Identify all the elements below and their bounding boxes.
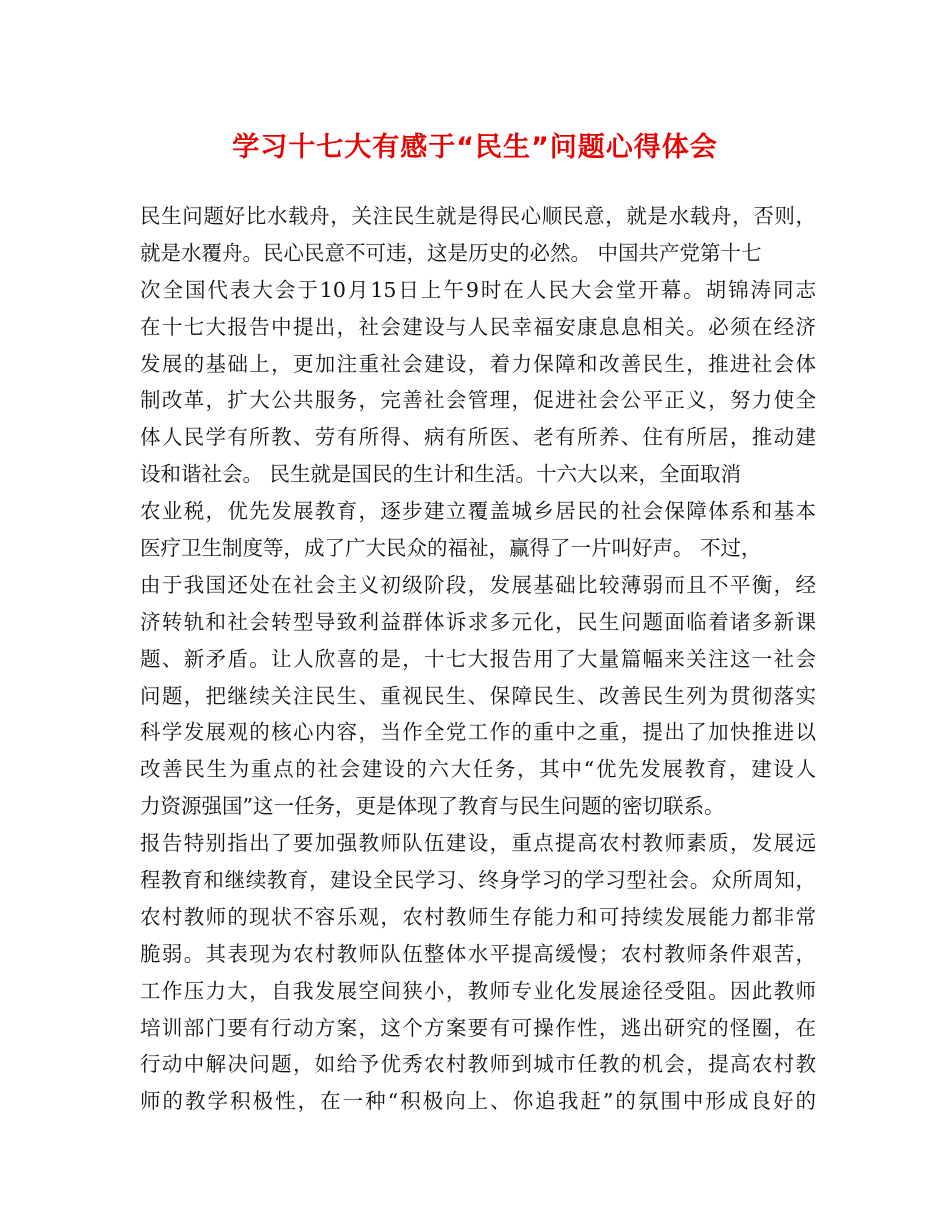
body-text-line: 力资源强国”这一任务，更是体现了教育与民生问题的密切联系。 [140,794,725,819]
body-text-line: 培训部门要有行动方案，这个方案要有可操作性，逃出研究的怪圈，在 [140,1015,816,1040]
body-text-line: 师的教学积极性，在一种“积极向上、你追我赶”的氛围中形成良好的 [140,1089,816,1114]
body-text-line: 医疗卫生制度等，成了广大民众的福祉，赢得了一片叫好声。 不过， [140,536,762,561]
body-text-line: 发展的基础上，更加注重社会建设，着力保障和改善民生，推进社会体 [140,351,816,376]
body-text-line: 脆弱。其表现为农村教师队伍整体水平提高缓慢；农村教师条件艰苦， [140,941,816,966]
body-text-line: 体人民学有所教、劳有所得、病有所医、老有所养、住有所居，推动建 [140,425,816,450]
body-text-line: 次全国代表大会于10月15日上午9时在人民大会堂开幕。胡锦涛同志 [140,277,816,302]
body-text-line: 设和谐社会。 民生就是国民的生计和生活。十六大以来，全面取消 [140,462,742,487]
body-text-line: 民生问题好比水载舟，关注民生就是得民心顺民意，就是水载舟，否则， [140,204,816,228]
body-text-line: 农业税，优先发展教育，逐步建立覆盖城乡居民的社会保障体系和基本 [140,499,816,524]
document-title: 学习十七大有感于“民生”问题心得体会 [232,132,718,163]
body-text-line: 程教育和继续教育，建设全民学习、终身学习的学习型社会。众所周知， [140,868,816,893]
body-text-line: 报告特别指出了要加强教师队伍建设，重点提高农村教师素质，发展远 [140,831,816,856]
body-text-line: 在十七大报告中提出，社会建设与人民幸福安康息息相关。必须在经济 [140,314,816,339]
body-text-line: 农村教师的现状不容乐观，农村教师生存能力和可持续发展能力都非常 [140,904,816,929]
body-text-line: 改善民生为重点的社会建设的六大任务，其中“优先发展教育，建设人 [140,757,816,782]
body-text-line: 行动中解决问题，如给予优秀农村教师到城市任教的机会，提高农村教 [140,1052,816,1077]
body-text-line: 问题，把继续关注民生、重视民生、保障民生、改善民生列为贯彻落实 [140,683,816,708]
body-text-line: 制改革，扩大公共服务，完善社会管理，促进社会公平正义，努力使全 [140,388,816,413]
body-text-line: 由于我国还处在社会主义初级阶段，发展基础比较薄弱而且不平衡，经 [140,572,816,597]
body-text-line: 科学发展观的核心内容，当作全党工作的重中之重，提出了加快推进以 [140,720,816,745]
body-text-line: 就是水覆舟。民心民意不可违，这是历史的必然。 中国共产党第十七 [140,240,762,265]
body-text-line: 工作压力大，自我发展空间狭小，教师专业化发展途径受阻。因此教师 [140,978,816,1003]
body-text-line: 济转轨和社会转型导致利益群体诉求多元化，民生问题面临着诸多新课 [140,609,816,634]
body-text-line: 题、新矛盾。让人欣喜的是，十七大报告用了大量篇幅来关注这一社会 [140,646,816,671]
document-body [140,198,816,1120]
